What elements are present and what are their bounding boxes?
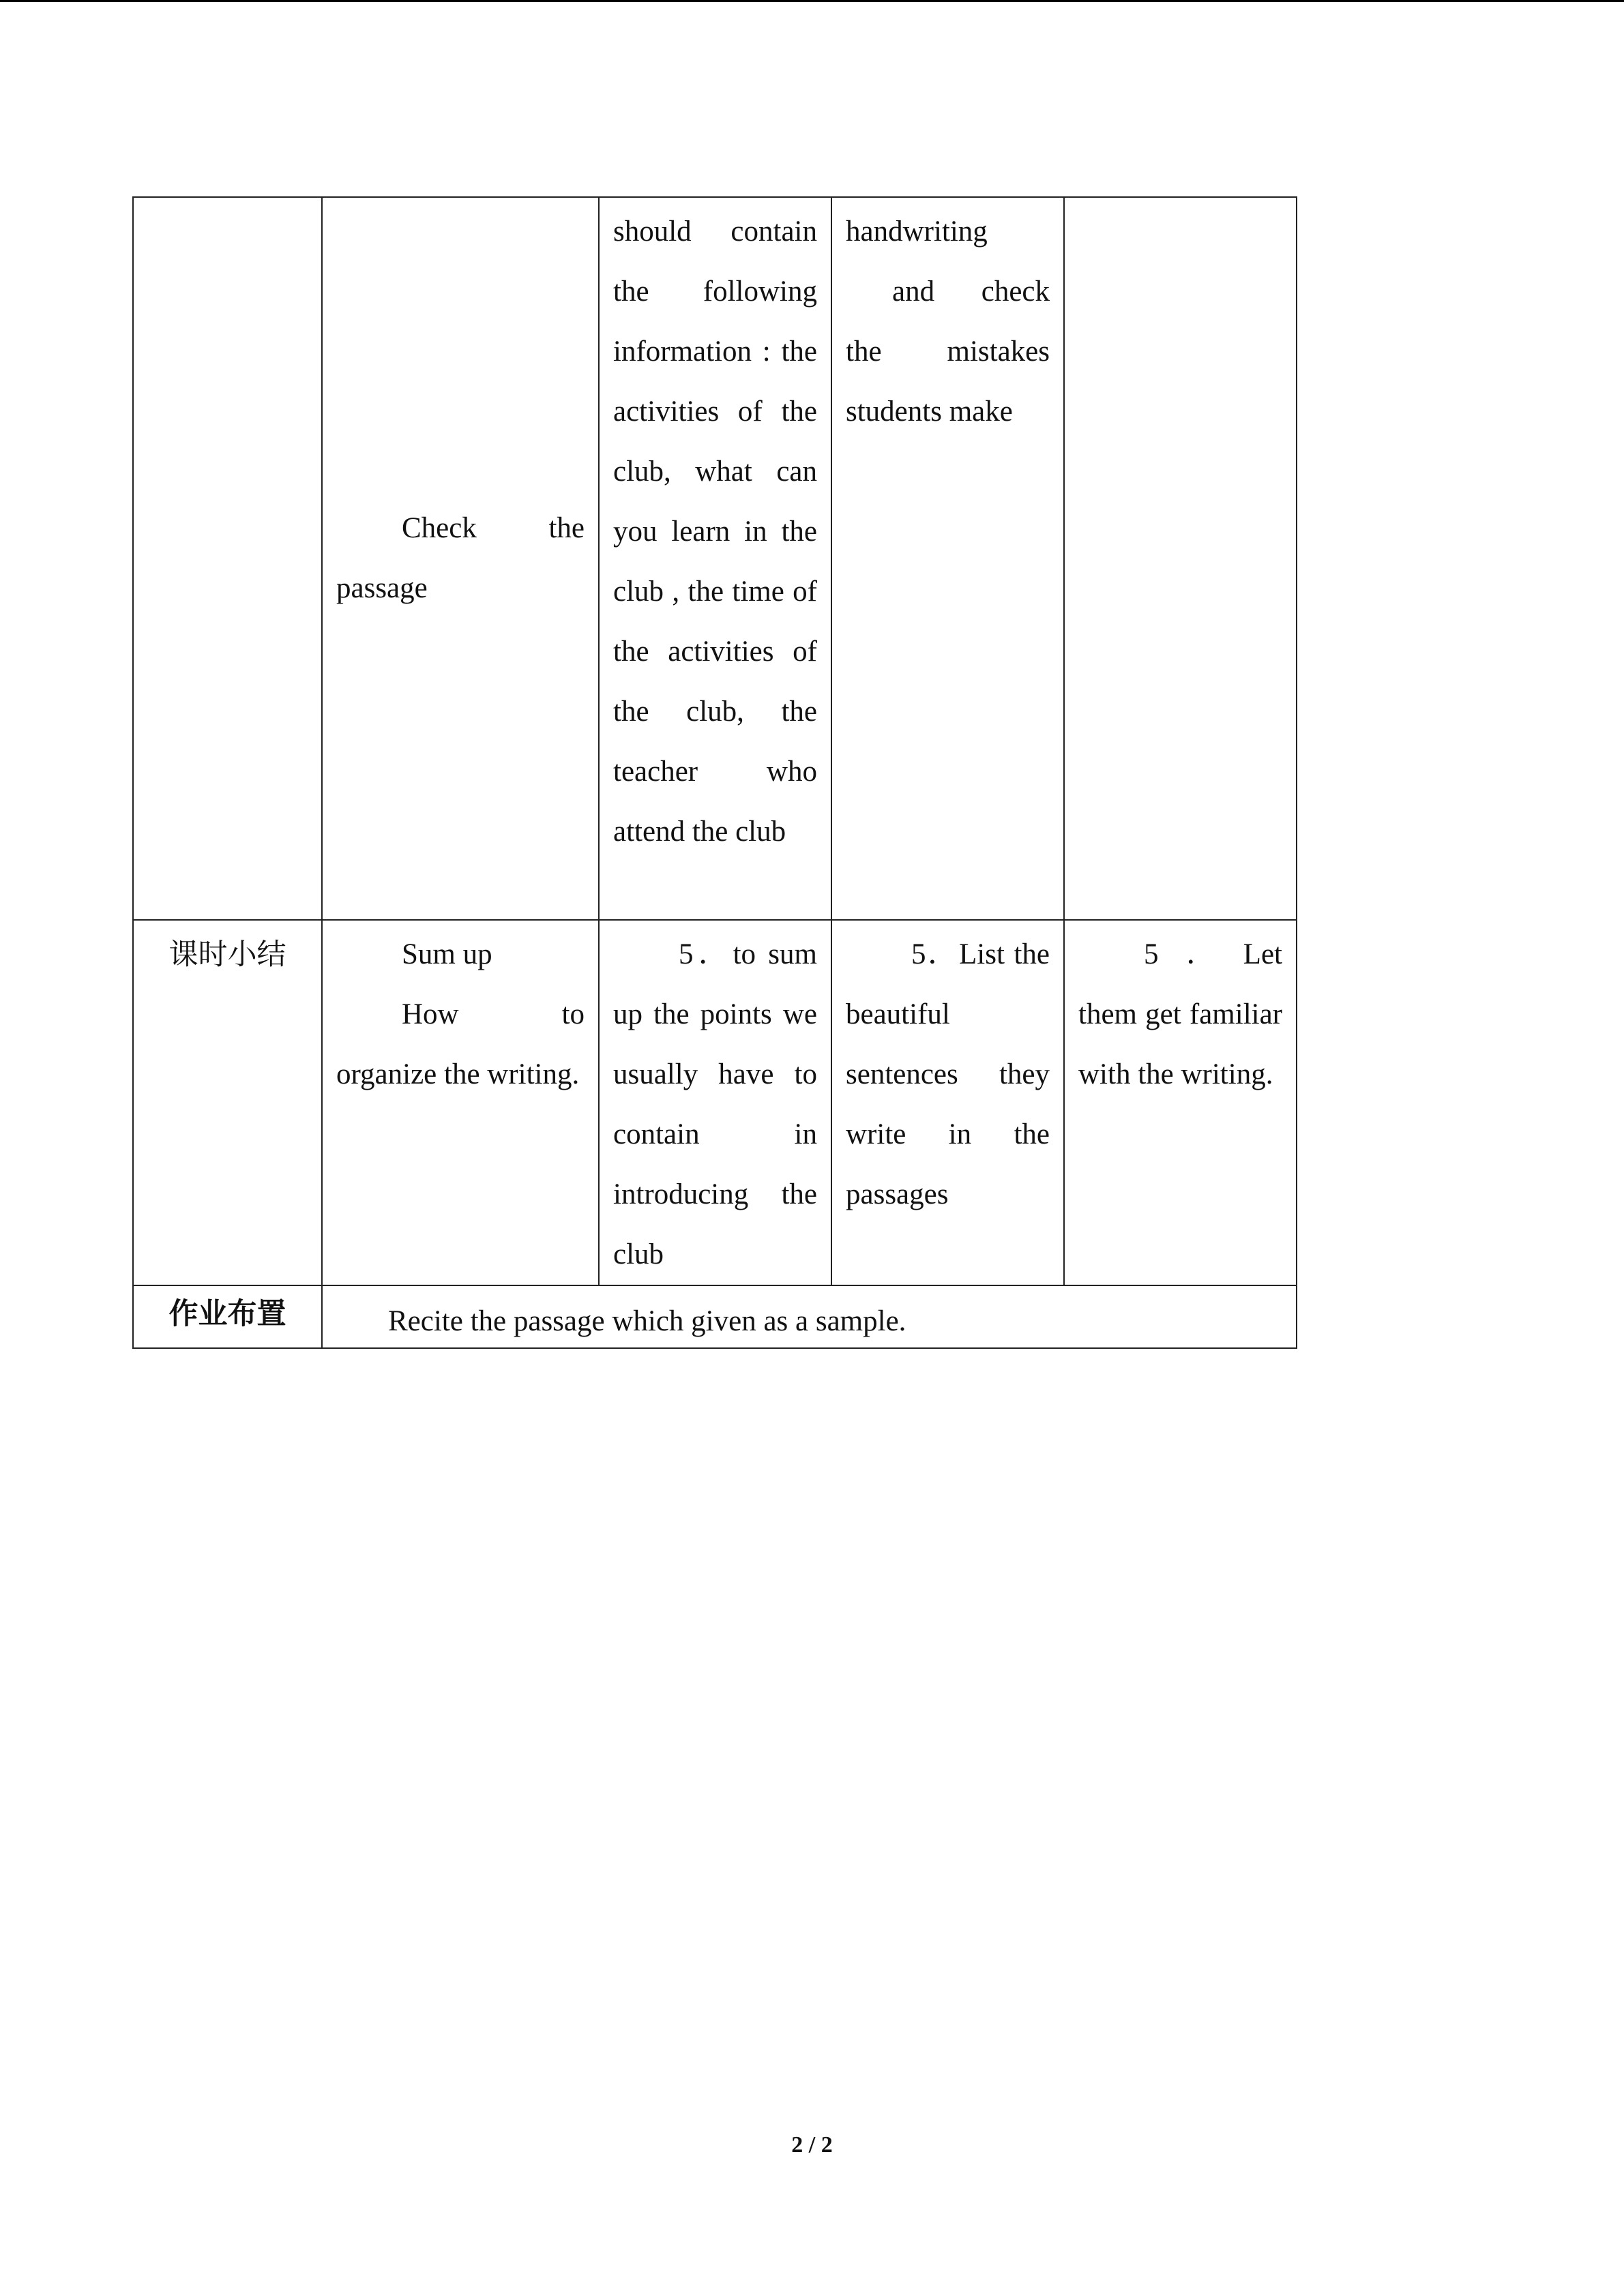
teacher-activity-text: 5．to sum up the points we usually have to contain in introducing the club xyxy=(613,938,817,1270)
steps-cell xyxy=(322,197,599,920)
row-label-summary: 课时小结 xyxy=(133,920,322,1285)
purpose-text: 5．Let them get familiar with the writing. xyxy=(1078,938,1282,1090)
student-activity-cell xyxy=(831,197,1064,920)
steps-text: Check the passage xyxy=(336,512,585,604)
homework-cell: Recite the passage which given as a sample. xyxy=(322,1285,1297,1348)
teacher-activity-cell xyxy=(599,197,831,920)
purpose-cell xyxy=(1064,920,1297,1285)
student-activity-text: 5．List the beautiful sentences they write in the passages xyxy=(846,938,1050,1210)
student-activity-text: and check the mistakes students make xyxy=(846,275,1050,428)
student-activity-cell xyxy=(831,920,1064,1285)
row-label-cell xyxy=(133,197,322,920)
table-row xyxy=(133,197,1297,920)
page-number: 2 / 2 xyxy=(791,2132,833,2158)
top-border-line xyxy=(0,0,1624,2)
teacher-activity-text: should contain the following information : the activities of the club, what can you learn in the club , the time of the activities of the club, the teacher who attend the club xyxy=(613,215,817,848)
table-row xyxy=(133,1285,1297,1348)
student-activity-line1: handwriting xyxy=(846,215,988,248)
lesson-plan-table xyxy=(132,196,1297,1349)
purpose-cell xyxy=(1064,197,1297,920)
row-label-homework: 作业布置 xyxy=(133,1285,322,1348)
table-row xyxy=(133,920,1297,1285)
steps-title: Sum up xyxy=(402,938,492,970)
steps-cell xyxy=(322,920,599,1285)
steps-text: How to organize the writing. xyxy=(336,998,585,1090)
teacher-activity-cell xyxy=(599,920,831,1285)
